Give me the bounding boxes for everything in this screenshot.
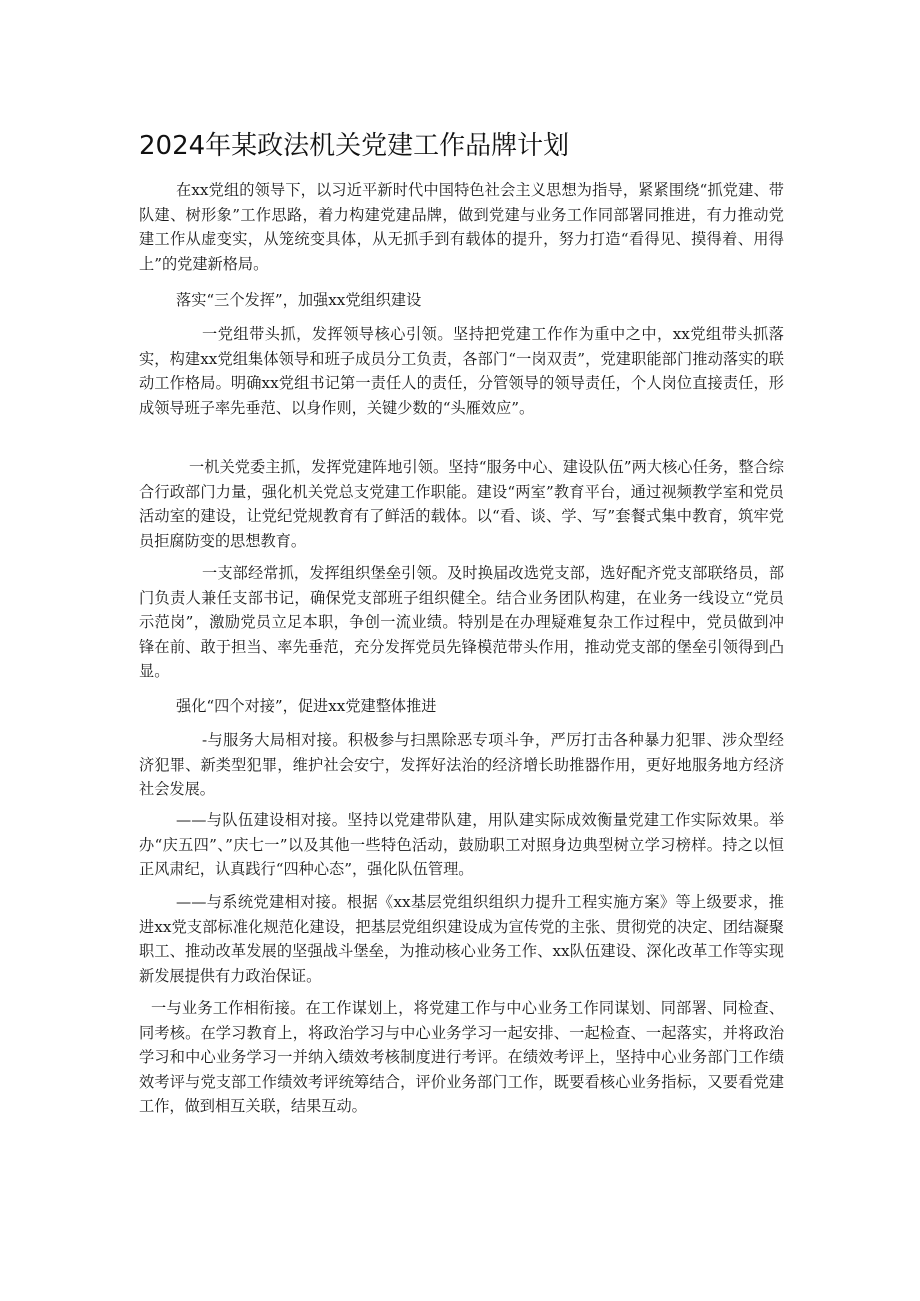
section1-paragraph-1: 一党组带头抓，发挥领导核心引领。坚持把党建工作作为重中之中，xx党组带头抓落实，构建xx党组集体领导和班子成员分工负责，各部门“一岗双责”，党建职能部门推动落实的联动工作格局。明确xx党组书记第一责任人的责任，分管领导的领导责任，个人岗位直接责任，形成领导班子率先垂范、以身作则，关键少数的“头雁效应”。 bbox=[139, 325, 784, 417]
section2-heading: 强化“四个对接”，促进xx党建整体推进 bbox=[176, 697, 437, 715]
document-title: 2024年某政法机关党建工作品牌计划 bbox=[139, 131, 570, 161]
section1-paragraph-2: 一机关党委主抓，发挥党建阵地引领。坚持“服务中心、建设队伍”两大核心任务，整合综合行政部门力量，强化机关党总支党建工作职能。建设“两室”教育平台，通过视频教学室和党员活动室的建设，让党纪党规教育有了鲜活的载体。以“看、谈、学、写”套餐式集中教育，筑牢党员拒腐防变的思想教育。 bbox=[139, 458, 784, 550]
section1-heading: 落实“三个发挥”，加强xx党组织建设 bbox=[176, 291, 422, 309]
section2-paragraph-3: ——与系统党建相对接。根据《xx基层党组织组织力提升工程实施方案》等上级要求，推进xx党支部标准化规范化建设，把基层党组织建设成为宣传党的主张、贯彻党的决定、团结凝聚职工、推动改革发展的坚强战斗堡垒，为推动核心业务工作、xx队伍建设、深化改革工作等实现新发展提供有力政治保证。 bbox=[139, 893, 784, 985]
section2-paragraph-4: 一与业务工作相衔接。在工作谋划上，将党建工作与中心业务工作同谋划、同部署、同检查、同考核。在学习教育上，将政治学习与中心业务学习一起安排、一起检查、一起落实，并将政治学习和中心业务学习一并纳入绩效考核制度进行考评。在绩效考评上，坚持中心业务部门工作绩效考评与党支部工作绩效考评统筹结合，评价业务部门工作，既要看核心业务指标，又要看党建工作，做到相互关联，结果互动。 bbox=[139, 999, 784, 1116]
section2-paragraph-2: ——与队伍建设相对接。坚持以党建带队建，用队建实际成效衡量党建工作实际效果。举办“庆五四”、”庆七一”以及其他一些特色活动，鼓励职工对照身边典型树立学习榜样。持之以恒正风肃纪，认真践行“四种心态”，强化队伍管理。 bbox=[139, 811, 784, 879]
section1-paragraph-3: 一支部经常抓，发挥组织堡垒引领。及时换届改选党支部，选好配齐党支部联络员，部门负责人兼任支部书记，确保党支部班子组织健全。结合业务团队构建，在业务一线设立“党员示范岗”，激励党员立足本职，争创一流业绩。特别是在办理疑难复杂工作过程中，党员做到冲锋在前、敢于担当、率先垂范，充分发挥党员先锋模范带头作用，推动党支部的堡垒引领得到凸显。 bbox=[139, 564, 784, 681]
intro-paragraph: 在xx党组的领导下，以习近平新时代中国特色社会主义思想为指导，紧紧围绕“抓党建、带队建、树形象”工作思路，着力构建党建品牌，做到党建与业务工作同部署同推进，有力推动党建工作从虚变实，从笼统变具体，从无抓手到有载体的提升，努力打造“看得见、摸得着、用得上”的党建新格局。 bbox=[139, 181, 784, 273]
section2-paragraph-1: -与服务大局相对接。积极参与扫黑除恶专项斗争，严厉打击各种暴力犯罪、涉众型经济犯罪、新类型犯罪，维护社会安宁，发挥好法治的经济增长助推器作用，更好地服务地方经济社会发展。 bbox=[139, 731, 784, 799]
